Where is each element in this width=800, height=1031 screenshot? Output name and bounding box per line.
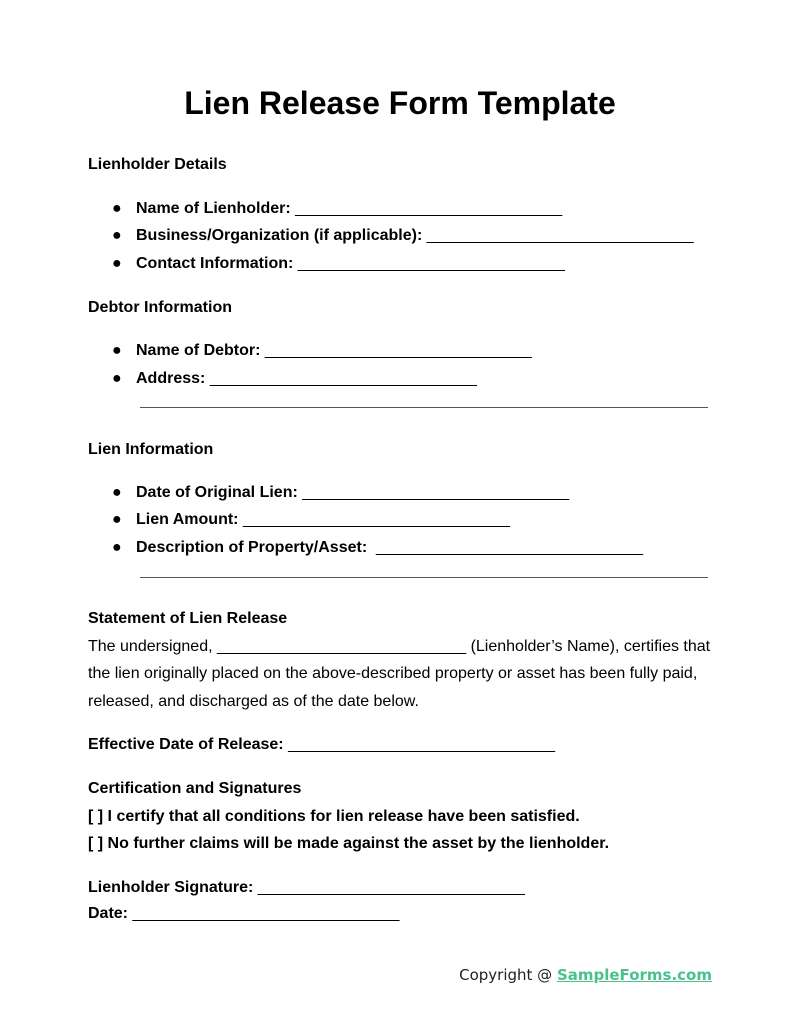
bullet-icon: ●	[112, 342, 122, 359]
bullet-icon: ●	[112, 484, 122, 501]
blank-line[interactable]: ______________________________	[209, 370, 477, 387]
date-label: Date:	[88, 905, 129, 922]
field-label: Description of Property/Asset:	[136, 539, 368, 556]
copyright-footer	[459, 965, 712, 985]
address-continuation-line[interactable]	[140, 407, 708, 408]
debtor-information-heading: Debtor Information	[88, 299, 232, 316]
field-label: Name of Lienholder:	[136, 200, 291, 217]
field-description-of-property	[112, 538, 643, 558]
blank-line[interactable]: ______________________________	[297, 255, 565, 272]
field-label: Lien Amount:	[136, 511, 239, 528]
effective-date-label: Effective Date of Release:	[88, 736, 284, 753]
field-name-of-debtor	[112, 341, 532, 361]
field-label: Date of Original Lien:	[136, 484, 298, 501]
field-name-of-lienholder	[112, 199, 562, 219]
checkbox-no-further-claims[interactable]: [ ] No further claims will be made against the asset by the lienholder.	[88, 835, 610, 852]
field-label: Contact Information:	[136, 255, 294, 272]
statement-line-3: released, and discharged as of the date below.	[88, 693, 419, 710]
bullet-icon: ●	[112, 227, 122, 244]
field-label: Business/Organization (if applicable):	[136, 227, 423, 244]
blank-line[interactable]: ______________________________	[376, 539, 643, 556]
blank-line[interactable]: ______________________________	[302, 484, 570, 501]
lienholder-signature-field	[88, 878, 525, 898]
blank-line[interactable]: ______________________________	[295, 200, 563, 217]
field-contact-information	[112, 254, 565, 274]
field-address	[112, 369, 477, 389]
effective-date-field	[88, 735, 555, 755]
description-continuation-line[interactable]	[140, 577, 708, 578]
field-business-organization	[112, 226, 694, 246]
bullet-icon: ●	[112, 370, 122, 387]
statement-line-2: the lien originally placed on the above-described property or asset has been fully paid,	[88, 665, 698, 682]
copyright-prefix: Copyright @	[459, 966, 557, 984]
checkbox-conditions-satisfied[interactable]: [ ] I certify that all conditions for lien release have been satisfied.	[88, 808, 580, 825]
lien-information-heading: Lien Information	[88, 441, 214, 458]
date-field	[88, 904, 399, 924]
page-title: Lien Release Form Template	[184, 85, 616, 121]
bullet-icon: ●	[112, 511, 122, 528]
bullet-icon: ●	[112, 255, 122, 272]
certification-heading: Certification and Signatures	[88, 780, 302, 797]
bullet-icon: ●	[112, 200, 122, 217]
statement-heading: Statement of Lien Release	[88, 610, 288, 627]
blank-line[interactable]: ______________________________	[242, 511, 510, 528]
blank-line[interactable]: ______________________________	[257, 879, 525, 896]
signature-label: Lienholder Signature:	[88, 879, 254, 896]
blank-line[interactable]: ______________________________	[132, 905, 400, 922]
field-lien-amount	[112, 510, 510, 530]
field-label: Address:	[136, 370, 206, 387]
blank-line[interactable]: ______________________________	[288, 736, 556, 753]
field-date-of-original-lien	[112, 483, 569, 503]
field-label: Name of Debtor:	[136, 342, 261, 359]
blank-line[interactable]: ______________________________	[426, 227, 694, 244]
statement-line-1: The undersigned, ____________________________ (Lienholder’s Name), certifies that	[88, 638, 711, 655]
sampleforms-link[interactable]: SampleForms.com	[556, 966, 712, 984]
lienholder-details-heading: Lienholder Details	[88, 156, 227, 173]
bullet-icon: ●	[112, 539, 122, 556]
blank-line[interactable]: ______________________________	[264, 342, 532, 359]
